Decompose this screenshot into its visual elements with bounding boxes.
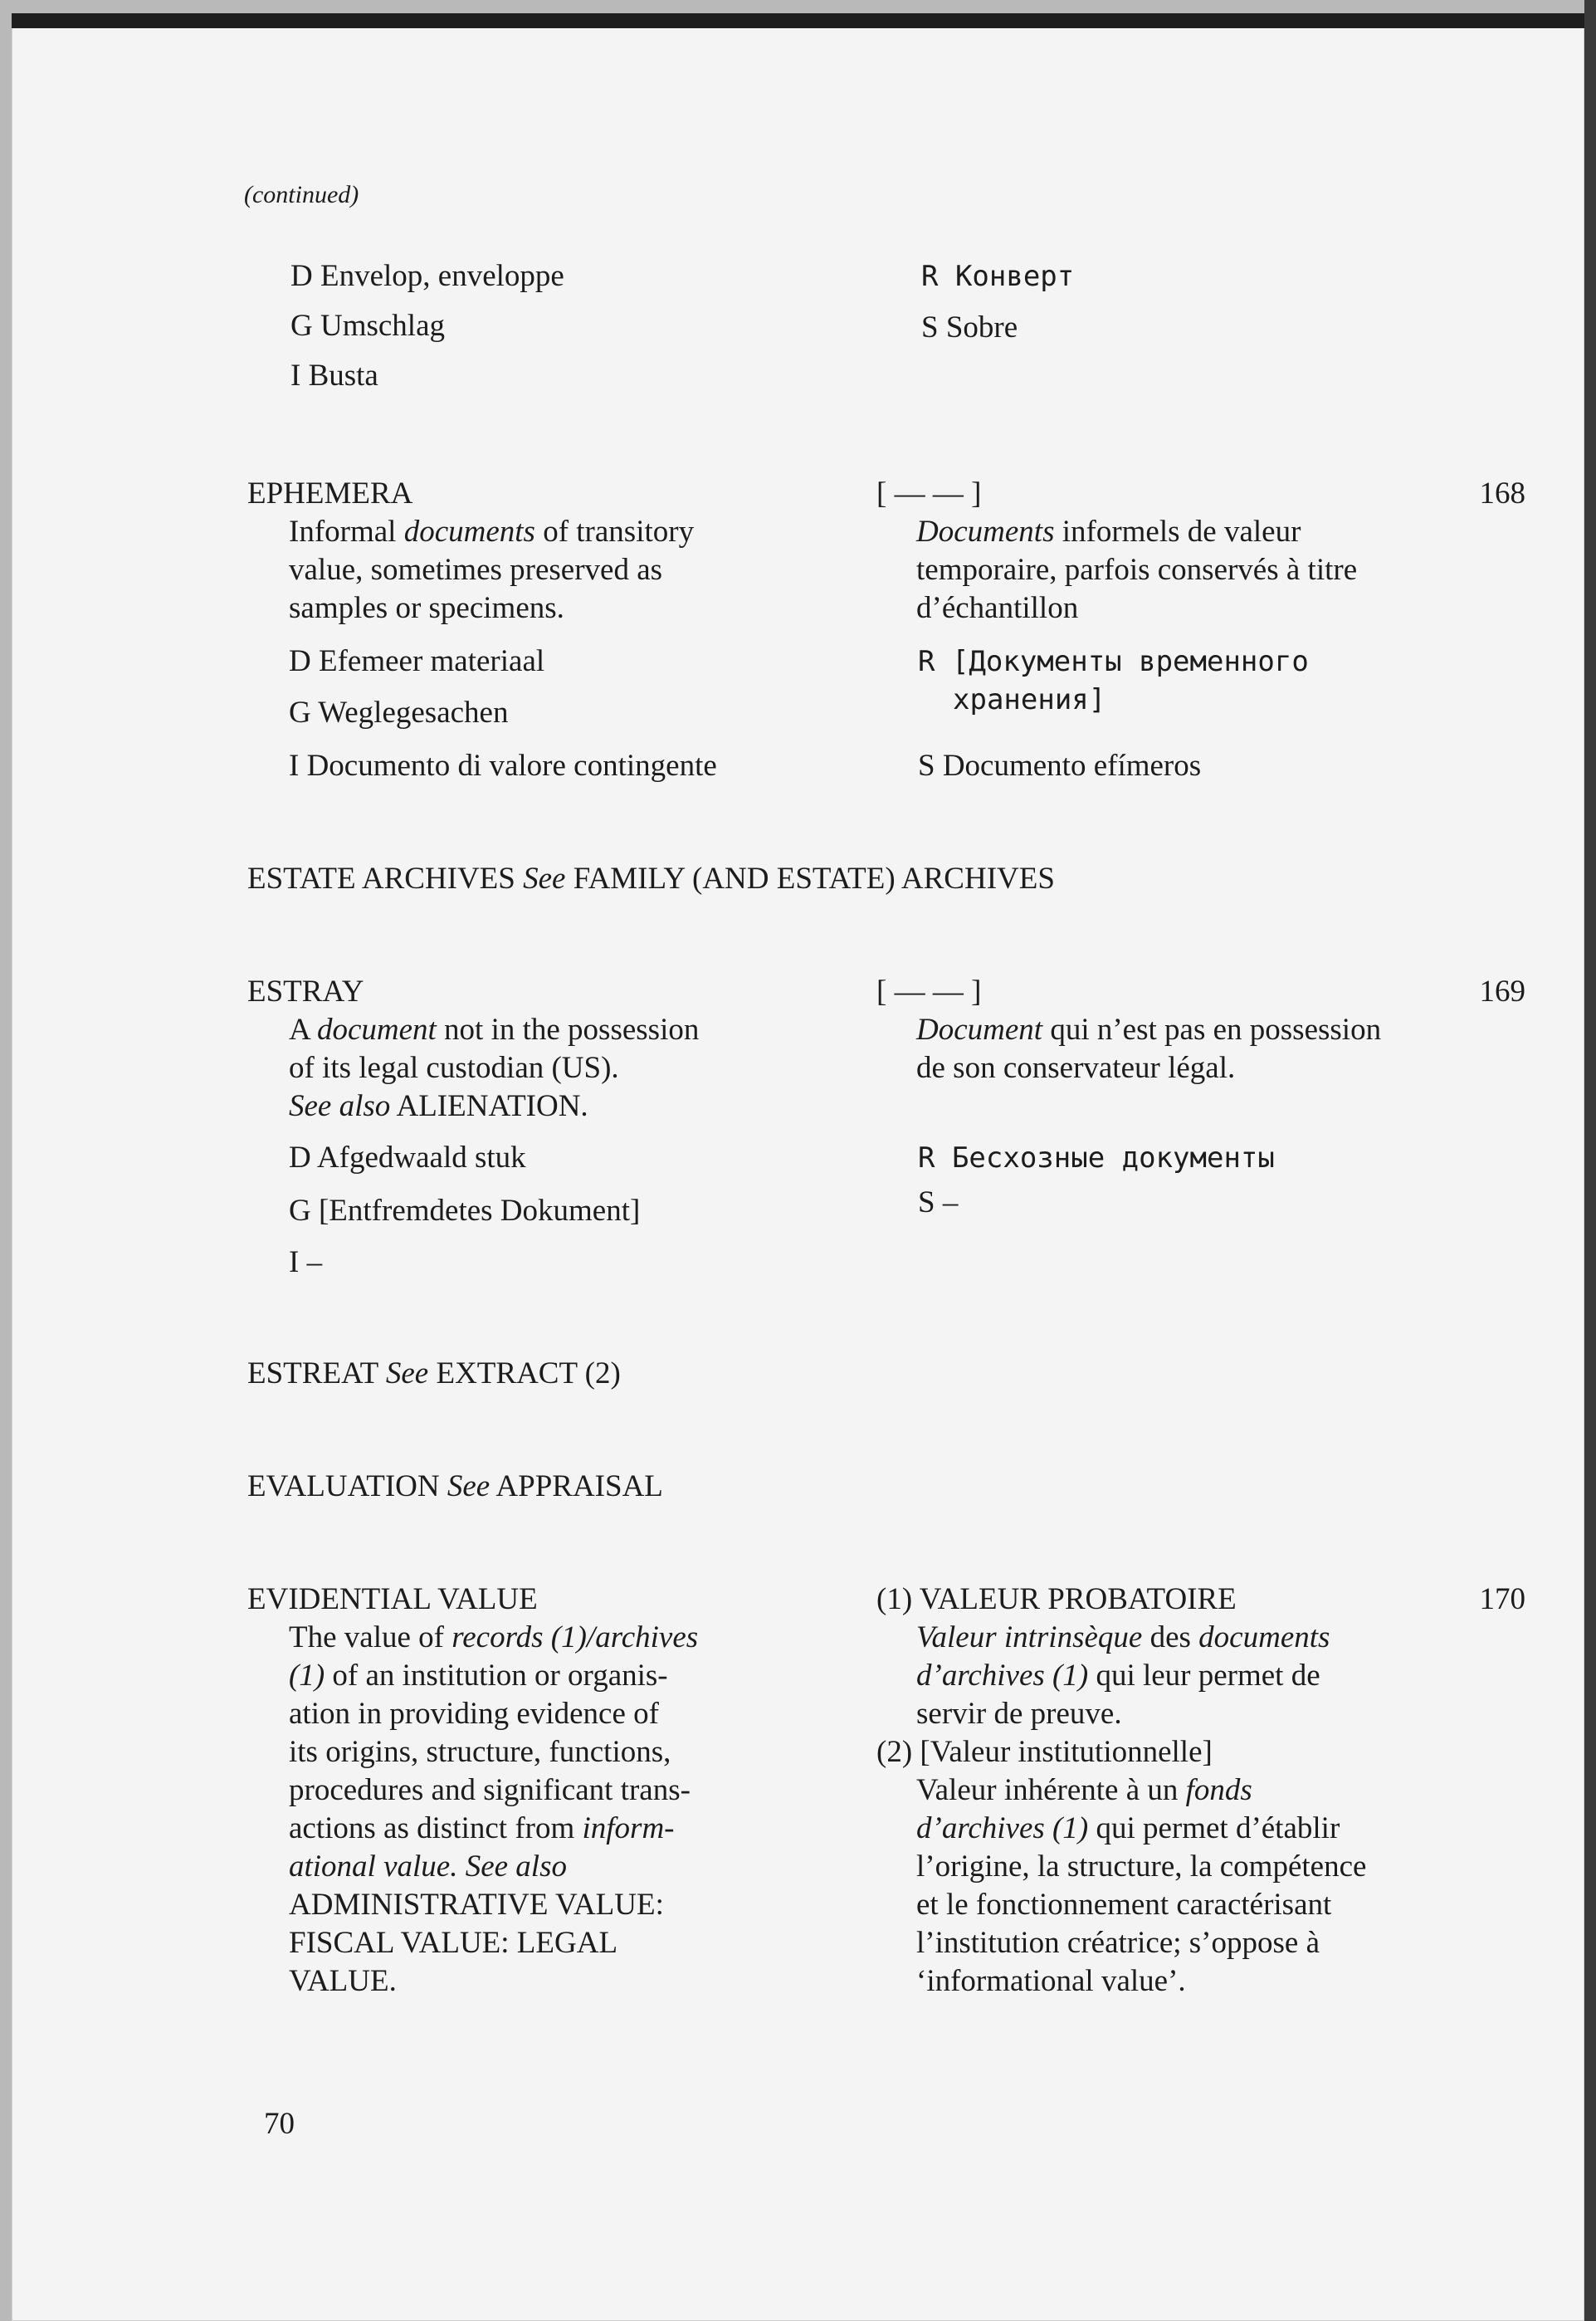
ephemera-s: S Documento efímeros [918, 749, 1202, 783]
term-estate-archives: ESTATE ARCHIVES See FAMILY (AND ESTATE) ARCHIVES [247, 862, 1055, 896]
entry-r: R Конверт [921, 260, 1075, 293]
term-evaluation: EVALUATION See APPRAISAL [247, 1469, 663, 1503]
fr-term-valeur-institutionnelle: (2) [Valeur institutionnelle] [876, 1735, 1213, 1769]
estray-d: D Afgedwaald stuk [289, 1141, 526, 1175]
evidential-fr-line7: et le fonctionnement caractérisant [916, 1888, 1332, 1922]
term-ephemera: EPHEMERA [247, 476, 413, 511]
evidential-fr-line2: d’archives (1) qui leur permet de [916, 1659, 1320, 1693]
estray-g: G [Entfremdetes Dokument] [289, 1194, 641, 1228]
fr-term-ephemera: [ — — ] [876, 476, 982, 511]
evidential-fr-line4: Valeur inhérente à un fonds [916, 1773, 1252, 1807]
top-edge [12, 13, 1596, 28]
entry-d: D Envelop, enveloppe [290, 259, 564, 293]
entry-i: I Busta [290, 359, 378, 393]
page [12, 13, 1584, 2321]
right-page-edge [1584, 0, 1596, 2321]
continued-label: (continued) [244, 181, 359, 208]
estray-fr-line2: de son conservateur légal. [916, 1051, 1236, 1085]
evidential-def-line7: ational value. See also [289, 1849, 567, 1884]
fr-term-estray: [ — — ] [876, 975, 982, 1009]
ephemera-def-line2: value, sometimes preserved as [289, 553, 663, 587]
fr-term-valeur-probatoire: (1) VALEUR PROBATOIRE [876, 1582, 1237, 1616]
ephemera-r-line2: хранения] [953, 683, 1106, 716]
entry-number-170: 170 [1479, 1582, 1525, 1616]
evidential-def-line3: ation in providing evidence of [289, 1697, 659, 1731]
page-number: 70 [264, 2107, 295, 2141]
evidential-def-line8: ADMINISTRATIVE VALUE: [289, 1888, 664, 1922]
ephemera-fr-line2: temporaire, parfois conservés à titre [916, 553, 1358, 587]
evidential-def-line10: VALUE. [289, 1964, 397, 1998]
estray-def-line2: of its legal custodian (US). [289, 1051, 619, 1085]
estray-fr-line1: Document qui n’est pas en possession [916, 1013, 1382, 1047]
evidential-def-line9: FISCAL VALUE: LEGAL [289, 1926, 618, 1960]
evidential-fr-line3: servir de preuve. [916, 1697, 1122, 1731]
evidential-fr-line5: d’archives (1) qui permet d’établir [916, 1811, 1340, 1845]
entry-g: G Umschlag [290, 309, 445, 343]
evidential-def-line1: The value of records (1)/archives [289, 1620, 699, 1654]
term-evidential-value: EVIDENTIAL VALUE [247, 1582, 538, 1616]
entry-number-168: 168 [1479, 476, 1525, 511]
evidential-def-line5: procedures and significant trans- [289, 1773, 691, 1807]
ephemera-r-line1: R [Документы временного [918, 645, 1309, 678]
estray-i: I – [289, 1245, 323, 1279]
evidential-fr-line9: ‘informational value’. [916, 1964, 1186, 1998]
entry-s: S Sobre [921, 310, 1018, 344]
estray-r: R Бесхозные документы [918, 1141, 1275, 1175]
ephemera-fr-line3: d’échantillon [916, 591, 1079, 625]
estray-def-line1: A document not in the possession [289, 1013, 700, 1047]
evidential-fr-line1: Valeur intrinsèque des documents [916, 1620, 1330, 1654]
ephemera-def-line1: Informal documents of transitory [289, 515, 695, 549]
evidential-def-line4: its origins, structure, functions, [289, 1735, 671, 1769]
evidential-def-line2: (1) of an institution or organis- [289, 1659, 668, 1693]
evidential-fr-line8: l’institution créatrice; s’oppose à [916, 1926, 1320, 1960]
ephemera-def-line3: samples or specimens. [289, 591, 564, 625]
evidential-fr-line6: l’origine, la structure, la compétence [916, 1849, 1367, 1884]
entry-number-169: 169 [1479, 975, 1525, 1009]
estray-def-line3: See also ALIENATION. [289, 1089, 588, 1123]
term-estray: ESTRAY [247, 975, 364, 1009]
ephemera-i: I Documento di valore contingente [289, 749, 717, 783]
evidential-def-line6: actions as distinct from inform- [289, 1811, 675, 1845]
ephemera-g: G Weglegesachen [289, 696, 509, 730]
estray-s: S – [918, 1185, 959, 1219]
term-estreat: ESTREAT See EXTRACT (2) [247, 1356, 621, 1390]
ephemera-d: D Efemeer materiaal [289, 644, 545, 678]
ephemera-fr-line1: Documents informels de valeur [916, 515, 1301, 549]
